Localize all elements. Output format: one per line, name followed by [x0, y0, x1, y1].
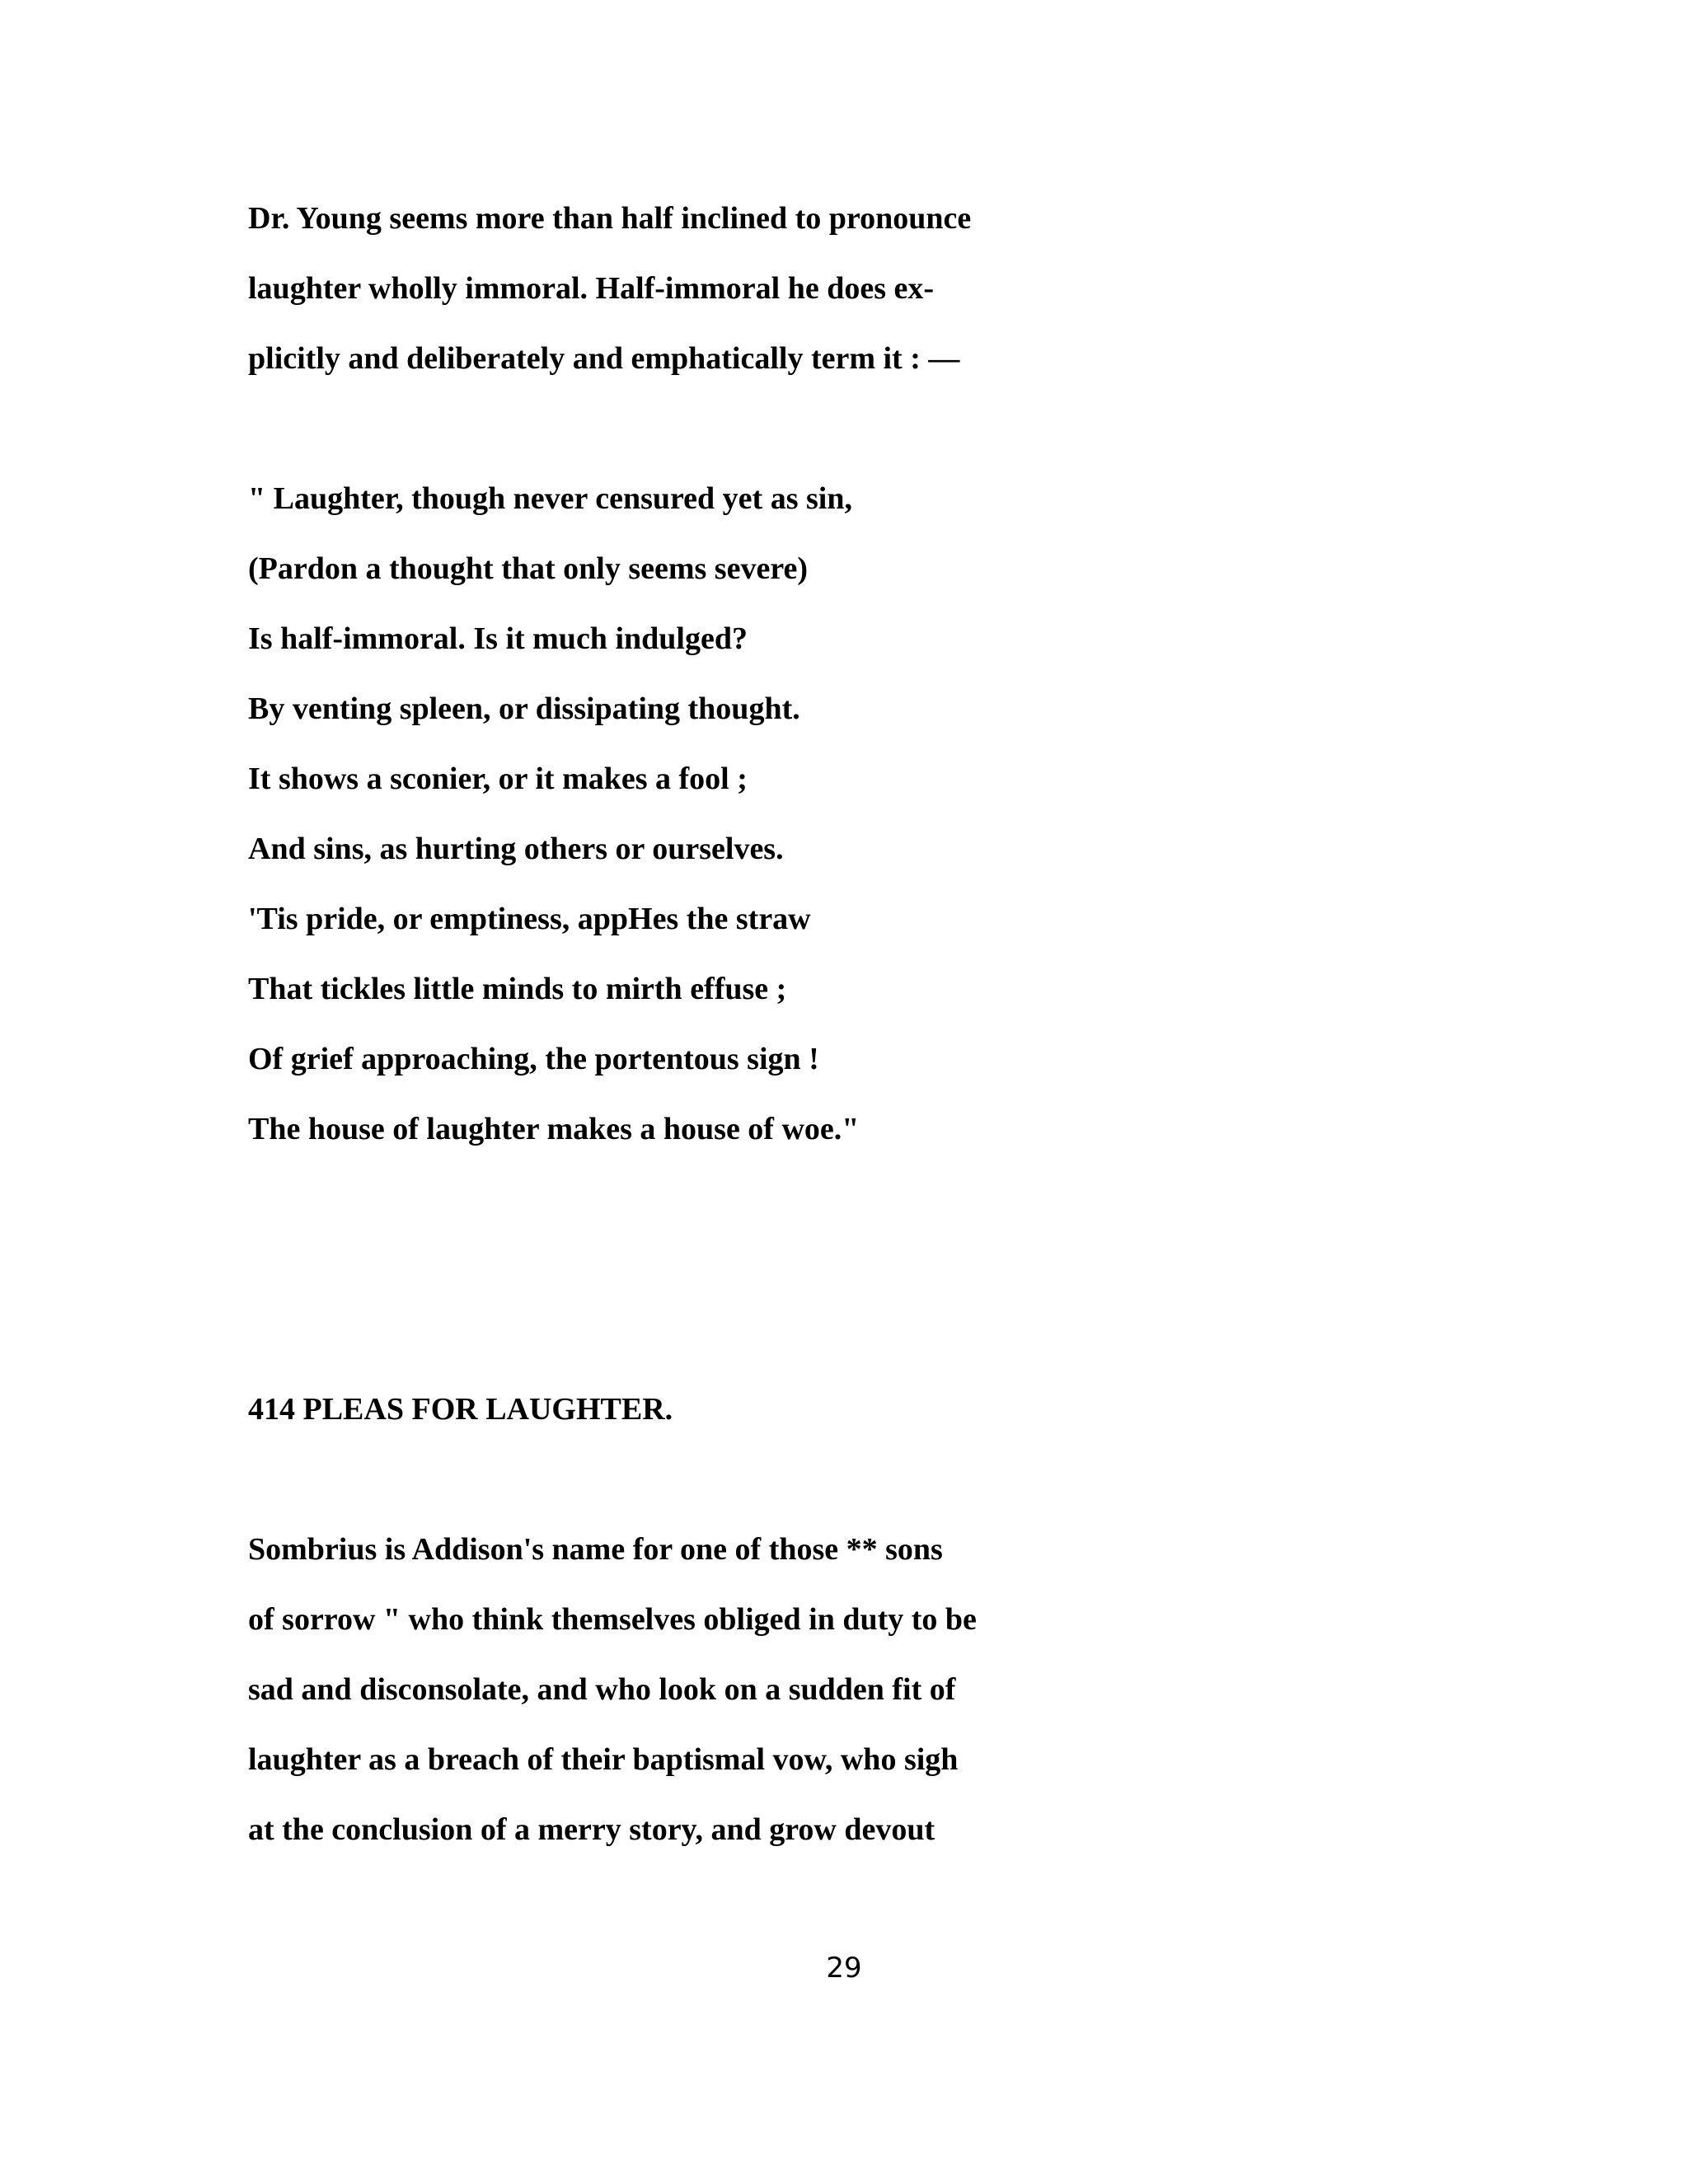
verse-line: (Pardon a thought that only seems severe) — [248, 551, 809, 586]
verse-line: 'Tis pride, or emptiness, appHes the straw — [248, 902, 811, 936]
running-header: 414 PLEAS FOR LAUGHTER. — [248, 1392, 673, 1427]
verse-line: " Laughter, though never censured yet as sin, — [248, 481, 852, 516]
paragraph-2-line: sad and disconsolate, and who look on a sudden fit of — [248, 1672, 956, 1707]
paragraph-1-line: laughter wholly immoral. Half-immoral he does ex- — [248, 271, 935, 306]
verse-line: By venting spleen, or dissipating thought. — [248, 691, 800, 726]
paragraph-2-line: of sorrow " who think themselves obliged in duty to be — [248, 1602, 977, 1637]
paragraph-2-line: at the conclusion of a merry story, and grow devout — [248, 1812, 935, 1847]
verse-line: Is half-immoral. Is it much indulged? — [248, 621, 748, 656]
paragraph-1-line: plicitly and deliberately and emphatically term it : — — [248, 341, 960, 376]
verse-line: Of grief approaching, the portentous sign ! — [248, 1042, 819, 1076]
verse-line: It shows a sconier, or it makes a fool ; — [248, 762, 748, 796]
page-number: 29 — [826, 1952, 862, 1985]
verse-line: The house of laughter makes a house of woe." — [248, 1112, 860, 1146]
verse-line: That tickles little minds to mirth effuse ; — [248, 972, 787, 1006]
paragraph-2-line: laughter as a breach of their baptismal vow, who sigh — [248, 1742, 959, 1777]
paragraph-1-line: Dr. Young seems more than half inclined to pronounce — [248, 201, 972, 236]
paragraph-2-line: Sombrius is Addison's name for one of those ** sons — [248, 1532, 943, 1567]
verse-line: And sins, as hurting others or ourselves. — [248, 832, 784, 866]
